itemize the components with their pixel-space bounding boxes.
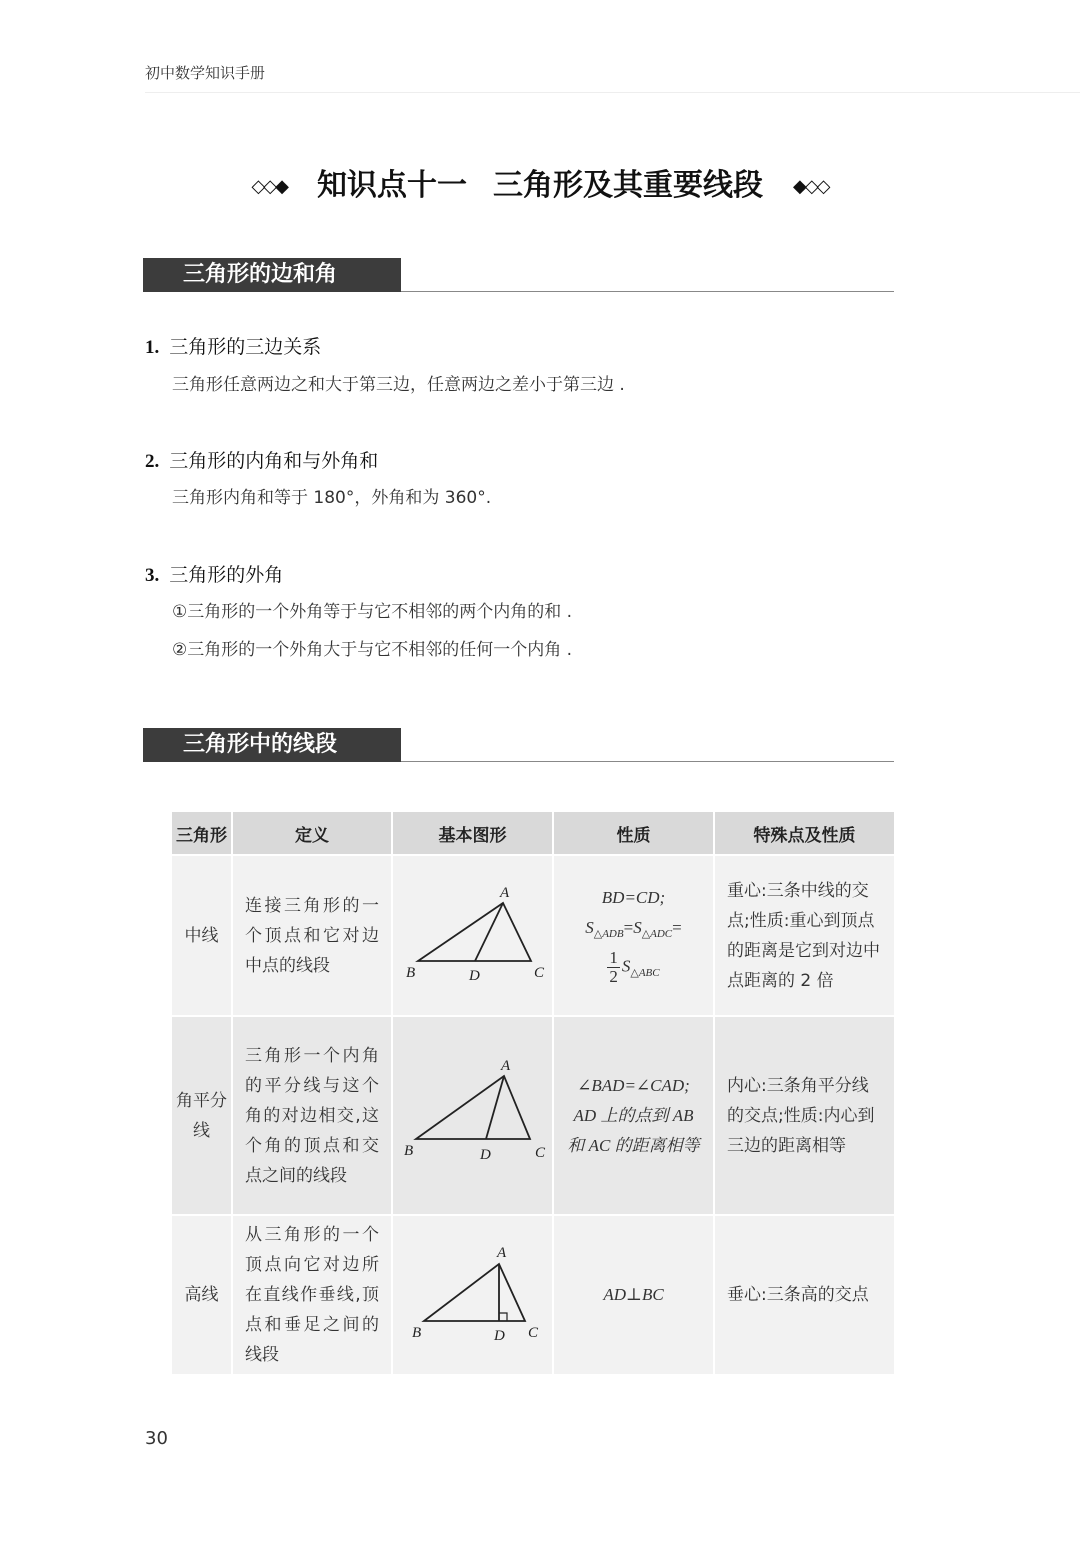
- bisector-distance-line-2: 和 AC 的距离相等: [567, 1135, 700, 1155]
- header-special-point: 特殊点及性质: [714, 811, 895, 855]
- vertex-label-c: C: [534, 1145, 545, 1161]
- point-label-d: D: [479, 1147, 491, 1163]
- item-3-title: [145, 560, 283, 587]
- row-special-point: 垂心:三条高的交点: [714, 1215, 895, 1375]
- header-divider: [145, 92, 1080, 93]
- row-definition: 连接三角形的一个顶点和它对边中点的线段: [232, 855, 392, 1016]
- triangle-outline: [424, 1264, 525, 1321]
- median-area-half: $\frac{1}{2}$ $S_{\triangle ABC}$: [609, 948, 660, 987]
- vertex-label-b: B: [405, 965, 415, 981]
- row-special-point: 重心:三条中线的交点;性质:重心到顶点的距离是它到对边中点距离的 2 倍: [714, 855, 895, 1016]
- angle-equality: ∠BAD=∠CAD;: [577, 1075, 690, 1095]
- point-label-d: D: [493, 1327, 505, 1344]
- item-2-title: [145, 446, 378, 473]
- left-diamond-decoration: ◇◇◆: [251, 176, 287, 197]
- row-property: [553, 1016, 714, 1215]
- section-divider: [401, 761, 894, 762]
- point-label-d: D: [468, 968, 480, 984]
- vertex-label-a: A: [496, 1244, 506, 1261]
- vertex-label-c: C: [533, 965, 544, 981]
- item-number: 3.: [145, 565, 160, 586]
- title-part-1: 知识点十一: [317, 168, 467, 203]
- item-number: 2.: [145, 451, 160, 472]
- table-row-altitude: [171, 1215, 895, 1375]
- item-1-title: [145, 332, 321, 359]
- section-divider: [401, 291, 894, 292]
- table-row-angle-bisector: [171, 1016, 895, 1215]
- median-triangle-figure: [398, 873, 548, 993]
- vertex-label-a: A: [500, 1058, 510, 1074]
- item-heading: 三角形的三边关系: [169, 336, 322, 358]
- bisector-distance-line-1: AD 上的点到 AB: [573, 1105, 694, 1125]
- section-heading-segments: 三角形中的线段: [143, 728, 401, 762]
- row-definition: 三角形一个内角的平分线与这个角的对边相交,这个角的顶点和交点之间的线段: [232, 1016, 392, 1215]
- item-number: 1.: [145, 337, 160, 358]
- row-property: [553, 855, 714, 1016]
- item-3-text-1: ①三角形的一个外角等于与它不相邻的两个内角的和 .: [172, 602, 573, 622]
- item-3-text-2: ②三角形的一个外角大于与它不相邻的任何一个内角 .: [172, 640, 573, 660]
- row-definition: 从三角形的一个顶点向它对边所在直线作垂线,顶点和垂足之间的线段: [232, 1215, 392, 1375]
- perpendicular-relation: AD⊥BC: [603, 1285, 664, 1304]
- row-property: [553, 1215, 714, 1375]
- table-header-row: [171, 811, 895, 855]
- item-2-text: 三角形内角和等于 180°，外角和为 360°.: [172, 488, 492, 508]
- book-title: 初中数学知识手册: [145, 64, 266, 82]
- page-title: [0, 160, 1080, 204]
- header-triangle: 三角形: [171, 811, 232, 855]
- fraction-one-half: $\frac{1}{2}$: [609, 948, 618, 987]
- angle-bisector-triangle-figure: [398, 1053, 548, 1173]
- median-area-equation: $S_{\triangle ADB}=S_{\triangle ADC}=$: [585, 917, 682, 941]
- table-row-median: [171, 855, 895, 1016]
- right-angle-mark: [499, 1313, 507, 1321]
- page-number: 30: [145, 1428, 168, 1449]
- vertex-label-a: A: [499, 885, 509, 901]
- header-basic-figure: 基本图形: [392, 811, 553, 855]
- header-property: 性质: [553, 811, 714, 855]
- altitude-triangle-figure: [398, 1233, 548, 1353]
- median-equal-segments: BD=CD;: [601, 887, 666, 907]
- triangle-outline: [418, 903, 531, 961]
- row-special-point: 内心:三条角平分线的交点;性质:内心到三边的距离相等: [714, 1016, 895, 1215]
- header-definition: 定义: [232, 811, 392, 855]
- triangle-outline: [416, 1076, 530, 1139]
- angle-bisector-line: [486, 1076, 504, 1139]
- item-heading: 三角形的外角: [169, 564, 284, 586]
- row-name: 中线: [171, 855, 232, 1016]
- section-heading-sides-angles: 三角形的边和角: [143, 258, 401, 292]
- title-part-2: 三角形及其重要线段: [493, 168, 763, 203]
- item-1-text: 三角形任意两边之和大于第三边，任意两边之差小于第三边 .: [172, 375, 625, 395]
- row-name: 角平分线: [171, 1016, 232, 1215]
- item-heading: 三角形的内角和与外角和: [169, 450, 379, 472]
- vertex-label-b: B: [403, 1143, 413, 1159]
- vertex-label-c: C: [527, 1324, 538, 1341]
- row-name: 高线: [171, 1215, 232, 1375]
- right-diamond-decoration: ◆◇◇: [793, 176, 829, 197]
- segments-table: [170, 810, 896, 1376]
- vertex-label-b: B: [411, 1324, 421, 1341]
